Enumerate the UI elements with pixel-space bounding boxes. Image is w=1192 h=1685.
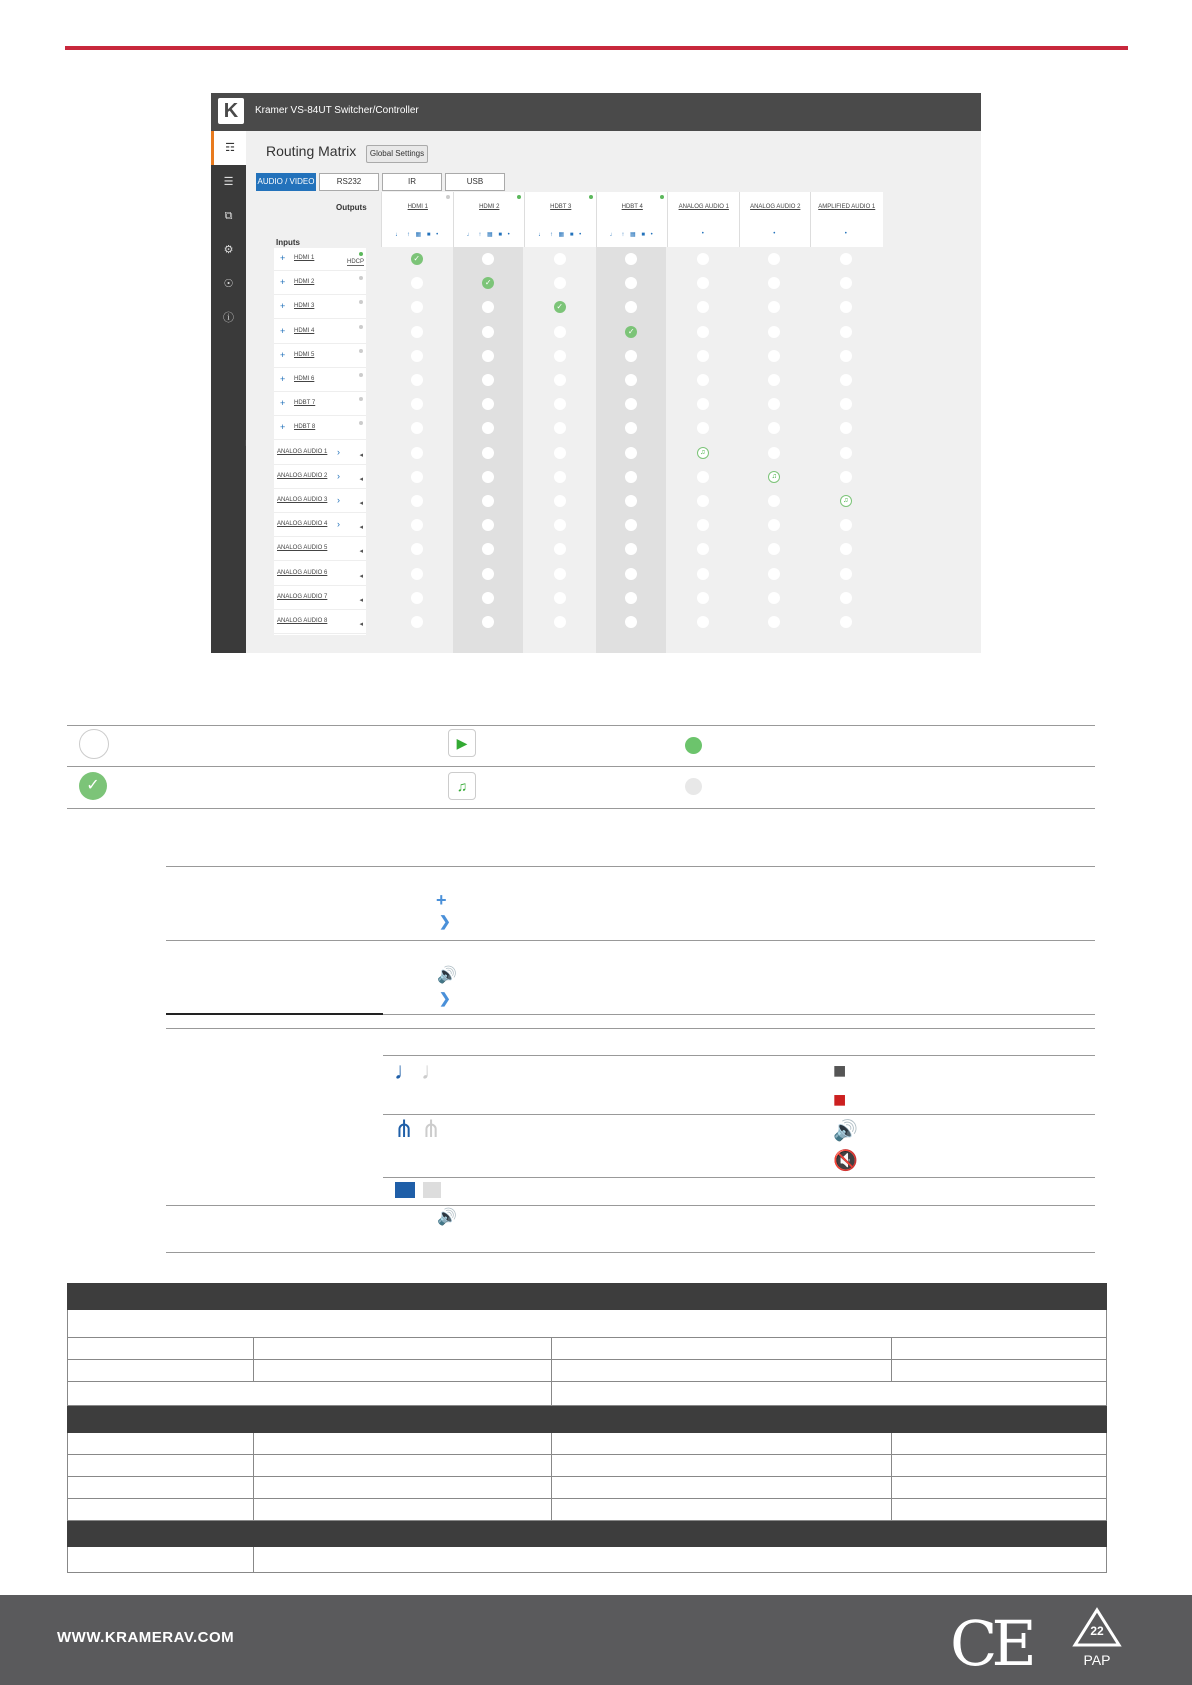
chevron-right-icon: ❯ <box>439 990 451 1006</box>
crosspoint-audio-icon[interactable]: ♫ <box>768 471 780 483</box>
crosspoint-empty[interactable] <box>768 422 780 434</box>
crosspoint-empty[interactable] <box>554 543 566 555</box>
spec-row <box>67 1338 1107 1360</box>
crosspoint-empty[interactable] <box>482 471 494 483</box>
crosspoint-empty[interactable] <box>554 398 566 410</box>
disconnected-dot-icon <box>685 778 702 795</box>
network-icon[interactable]: ☉ <box>223 278 234 290</box>
output-name[interactable]: HDMI 1 <box>407 204 428 210</box>
input-row <box>274 442 366 465</box>
output-name[interactable]: ANALOG AUDIO 1 <box>678 204 729 210</box>
crosspoint-empty[interactable] <box>411 519 423 531</box>
crosspoint-empty[interactable] <box>697 374 709 386</box>
crosspoint-empty[interactable] <box>482 447 494 459</box>
spec-row <box>67 1382 1107 1406</box>
legend-rule <box>166 940 1095 941</box>
embed-off-icon: ⋔ <box>421 1116 442 1143</box>
legend-rule <box>383 1055 1095 1056</box>
crosspoint-audio-icon[interactable]: ♫ <box>840 495 852 507</box>
page-title: Routing Matrix <box>266 143 357 159</box>
crosspoint-empty[interactable] <box>411 398 423 410</box>
crosspoint-empty[interactable] <box>411 374 423 386</box>
main-content <box>246 131 981 653</box>
legend-rule <box>166 1205 1095 1206</box>
control-icon[interactable]: ⧉ <box>224 210 233 222</box>
crosspoint-empty[interactable] <box>840 471 852 483</box>
crosspoint-empty[interactable] <box>554 374 566 386</box>
unrouted-circle-icon <box>79 729 109 759</box>
tab-ir[interactable]: IR <box>382 173 442 191</box>
routing-matrix-screenshot <box>211 93 981 653</box>
crosspoint-empty[interactable] <box>554 350 566 362</box>
output-header[interactable] <box>667 192 740 247</box>
output-name[interactable]: AMPLIFIED AUDIO 1 <box>818 204 876 210</box>
crosspoint-empty[interactable] <box>840 568 852 580</box>
crosspoint-empty[interactable] <box>697 519 709 531</box>
input-name[interactable]: HDMI 5 <box>294 351 315 358</box>
crosspoint-empty[interactable] <box>697 568 709 580</box>
crosspoint-empty[interactable] <box>411 447 423 459</box>
crosspoint-empty[interactable] <box>768 592 780 604</box>
status-dot-icon <box>660 195 664 199</box>
crosspoint-empty[interactable] <box>554 568 566 580</box>
crosspoint-empty[interactable] <box>554 519 566 531</box>
status-dot-icon <box>359 397 363 401</box>
output-name[interactable]: ANALOG AUDIO 2 <box>750 204 801 210</box>
crosspoint-empty[interactable] <box>840 519 852 531</box>
input-row <box>274 611 366 634</box>
speaker-icon[interactable]: ◂ <box>359 500 363 507</box>
status-dot-icon <box>359 300 363 304</box>
audio-mixer-icon[interactable]: ☰ <box>223 176 234 188</box>
crosspoint-empty[interactable] <box>768 398 780 410</box>
input-name[interactable]: ANALOG AUDIO 7 <box>277 593 328 600</box>
crosspoint-empty[interactable] <box>697 301 709 313</box>
output-controls-icon[interactable]: • <box>773 231 778 237</box>
recycle-code: PAP <box>1083 1652 1111 1668</box>
crosspoint-empty[interactable] <box>840 277 852 289</box>
inputs-column <box>274 248 366 635</box>
hdcp-on-icon <box>395 1182 415 1198</box>
plus-icon[interactable]: + <box>280 301 286 312</box>
audio-routed-icon: ♫ <box>448 772 476 800</box>
crosspoint-empty[interactable] <box>625 568 637 580</box>
crosspoint-empty[interactable] <box>411 592 423 604</box>
tab-audio-video[interactable]: AUDIO / VIDEO <box>256 173 316 191</box>
audio-note-on-icon: ♩ <box>394 1058 418 1085</box>
crosspoint-routed-icon[interactable]: ✓ <box>482 277 494 289</box>
chevron-right-icon[interactable]: › <box>337 446 340 457</box>
spec-row <box>67 1310 1107 1338</box>
input-name[interactable]: HDMI 2 <box>294 279 315 286</box>
input-row <box>274 248 366 271</box>
plus-icon[interactable]: + <box>280 253 286 263</box>
input-row <box>274 345 366 368</box>
crosspoint-empty[interactable] <box>554 616 566 628</box>
crosspoint-empty[interactable] <box>554 447 566 459</box>
video-off-icon: ■ <box>833 1087 847 1112</box>
hdcp-badge: HDCP <box>346 259 364 265</box>
output-controls-icon[interactable]: ♩ ↑ ▦ ■ • <box>466 232 512 238</box>
website-url[interactable]: WWW.KRAMERAV.COM <box>57 1629 235 1646</box>
status-dot-icon <box>359 373 363 377</box>
recycle-logo <box>1072 1607 1122 1667</box>
crosspoint-empty[interactable] <box>697 422 709 434</box>
input-name[interactable]: ANALOG AUDIO 3 <box>277 497 328 503</box>
output-name[interactable]: HDBT 3 <box>550 204 572 210</box>
speaker-icon[interactable]: ◂ <box>359 524 363 532</box>
chevron-right-icon[interactable]: › <box>337 519 340 530</box>
crosspoint-empty[interactable] <box>840 398 852 410</box>
status-dot-icon <box>446 195 450 199</box>
crosspoint-empty[interactable] <box>554 471 566 483</box>
header-rule <box>65 46 1128 50</box>
settings-icon[interactable]: ⚙ <box>223 244 234 256</box>
input-row <box>274 514 366 537</box>
input-row <box>274 563 366 586</box>
input-row <box>274 321 366 344</box>
input-name[interactable]: ANALOG AUDIO 6 <box>277 569 328 576</box>
crosspoint-empty[interactable] <box>768 277 780 289</box>
crosspoint-empty[interactable] <box>697 350 709 362</box>
crosspoint-empty[interactable] <box>554 253 566 265</box>
sidebar <box>211 131 246 653</box>
outputs-label: Outputs <box>336 203 367 212</box>
input-row <box>274 587 366 610</box>
crosspoint-empty[interactable] <box>554 422 566 434</box>
crosspoint-empty[interactable] <box>554 495 566 507</box>
input-name[interactable]: HDBT 8 <box>294 424 316 431</box>
crosspoint-empty[interactable] <box>840 374 852 386</box>
legend-rule <box>166 1028 1095 1029</box>
speaker-icon[interactable]: ◂ <box>359 621 363 628</box>
inputs-label: Inputs <box>276 238 300 247</box>
input-name[interactable]: ANALOG AUDIO 1 <box>277 448 328 455</box>
crosspoint-empty[interactable] <box>554 277 566 289</box>
plus-icon[interactable]: + <box>280 374 286 384</box>
audio-note-off-icon: ♩ <box>421 1058 445 1085</box>
crosspoint-empty[interactable] <box>625 447 637 459</box>
plus-icon[interactable]: + <box>280 277 286 288</box>
input-name[interactable]: ANALOG AUDIO 5 <box>277 545 328 552</box>
output-header[interactable] <box>739 192 812 247</box>
plus-icon: + <box>436 890 447 910</box>
plus-icon[interactable]: + <box>280 325 286 336</box>
output-header[interactable] <box>596 192 669 247</box>
plus-icon[interactable]: + <box>280 398 286 409</box>
input-row <box>274 466 366 489</box>
crosspoint-empty[interactable] <box>482 350 494 362</box>
crosspoint-empty[interactable] <box>411 350 423 362</box>
input-row <box>274 490 366 513</box>
legend-rule <box>383 1014 1095 1015</box>
audio-muted-icon: 🔇 <box>833 1150 858 1172</box>
spec-row <box>67 1433 1107 1455</box>
spec-row <box>67 1360 1107 1382</box>
crosspoint-empty[interactable] <box>625 592 637 604</box>
crosspoint-empty[interactable] <box>768 519 780 531</box>
crosspoint-empty[interactable] <box>768 350 780 362</box>
crosspoint-empty[interactable] <box>697 398 709 410</box>
video-routed-icon: ▶ <box>448 729 476 757</box>
crosspoint-empty[interactable] <box>768 447 780 459</box>
crosspoint-empty[interactable] <box>768 253 780 265</box>
crosspoint-empty[interactable] <box>411 616 423 628</box>
connected-dot-icon <box>685 737 702 754</box>
embed-on-icon: ⋔ <box>394 1116 415 1143</box>
legend-rule <box>383 1177 1095 1178</box>
app-title: Kramer VS-84UT Switcher/Controller <box>255 105 419 116</box>
chevron-right-icon: ❯ <box>439 913 451 929</box>
input-name[interactable]: HDMI 6 <box>294 376 315 382</box>
routed-check-icon: ✓ <box>79 772 107 800</box>
status-dot-icon <box>359 349 363 353</box>
spec-section-header <box>67 1521 1107 1547</box>
speaker-icon[interactable]: ◂ <box>359 451 363 459</box>
crosspoint-empty[interactable] <box>411 495 423 507</box>
legend-rule <box>67 725 1095 726</box>
crosspoint-empty[interactable] <box>411 422 423 434</box>
input-name[interactable]: ANALOG AUDIO 8 <box>277 618 328 624</box>
input-name[interactable]: HDMI 4 <box>294 327 315 334</box>
output-header[interactable] <box>453 192 526 247</box>
crosspoint-empty[interactable] <box>554 592 566 604</box>
output-header[interactable] <box>810 192 883 247</box>
global-settings-button[interactable]: Global Settings <box>366 145 428 163</box>
tab-usb[interactable]: USB <box>445 173 505 191</box>
input-name[interactable]: HDBT 7 <box>294 400 316 407</box>
spec-section-header <box>67 1283 1107 1310</box>
input-row <box>274 393 366 416</box>
speaker-icon[interactable]: ◂ <box>359 572 363 580</box>
spec-row <box>67 1455 1107 1477</box>
crosspoint-empty[interactable] <box>411 277 423 289</box>
crosspoint-routed-icon[interactable]: ✓ <box>554 301 566 313</box>
input-row <box>274 296 366 319</box>
legend-rule <box>166 866 1095 867</box>
crosspoint-empty[interactable] <box>840 447 852 459</box>
spec-table <box>67 1283 1107 1573</box>
output-controls-icon[interactable]: • <box>701 231 706 237</box>
speaker-icon[interactable]: ◂ <box>359 548 363 556</box>
crosspoint-empty[interactable] <box>482 326 494 338</box>
crosspoint-empty[interactable] <box>768 568 780 580</box>
kramer-logo: K <box>218 98 244 124</box>
crosspoint-empty[interactable] <box>697 277 709 289</box>
crosspoint-empty[interactable] <box>411 568 423 580</box>
input-name[interactable]: HDMI 3 <box>294 303 315 310</box>
crosspoint-empty[interactable] <box>768 616 780 628</box>
legend-rule <box>166 1252 1095 1253</box>
audio-on-icon: 🔊 <box>833 1120 858 1142</box>
speaker-icon: 🔊 <box>437 967 457 984</box>
crosspoint-empty[interactable] <box>697 326 709 338</box>
legend-rule <box>67 766 1095 767</box>
status-dot-icon <box>517 195 521 199</box>
output-controls-icon[interactable]: • <box>844 231 849 237</box>
status-dot-icon <box>359 325 363 329</box>
page-footer <box>0 1595 1192 1685</box>
spec-row <box>67 1477 1107 1499</box>
crosspoint-empty[interactable] <box>411 471 423 483</box>
plus-icon[interactable]: + <box>280 422 286 433</box>
spec-row <box>67 1547 1107 1573</box>
status-dot-icon <box>359 276 363 280</box>
spec-section-header <box>67 1406 1107 1433</box>
crosspoint-empty[interactable] <box>697 253 709 265</box>
routing-matrix <box>246 131 981 653</box>
output-name[interactable]: HDBT 4 <box>621 204 643 210</box>
crosspoint-empty[interactable] <box>840 543 852 555</box>
output-controls-icon[interactable]: ♩ ↑ ▦ ■ • <box>609 232 655 238</box>
speaker-icon: 🔊 <box>437 1209 457 1226</box>
crosspoint-audio-icon[interactable]: ♫ <box>697 447 709 459</box>
output-controls-icon[interactable]: ♩ ↑ ▦ ■ • <box>395 232 441 238</box>
input-name[interactable]: ANALOG AUDIO 2 <box>277 472 328 479</box>
status-dot-icon <box>589 195 593 199</box>
crosspoint-empty[interactable] <box>554 326 566 338</box>
ce-mark-logo: CE <box>950 1607 1031 1680</box>
recycle-number: 22 <box>1090 1624 1104 1638</box>
input-row <box>274 538 366 561</box>
crosspoint-empty[interactable] <box>840 592 852 604</box>
crosspoint-empty[interactable] <box>768 495 780 507</box>
speaker-icon[interactable]: ◂ <box>359 596 363 604</box>
legend-rule <box>67 808 1095 809</box>
crosspoint-empty[interactable] <box>697 592 709 604</box>
crosspoint-empty[interactable] <box>768 543 780 555</box>
input-row <box>274 272 366 295</box>
legend-rule <box>383 1114 1095 1115</box>
crosspoint-empty[interactable] <box>625 350 637 362</box>
status-dot-icon <box>359 252 363 256</box>
output-controls-icon[interactable]: ♩ ↑ ▦ ■ • <box>538 232 584 238</box>
input-name[interactable]: HDMI 1 <box>294 255 315 261</box>
video-on-icon: ■ <box>833 1058 847 1083</box>
crosspoint-empty[interactable] <box>625 471 637 483</box>
crosspoint-empty[interactable] <box>411 301 423 313</box>
crosspoint-empty[interactable] <box>768 374 780 386</box>
input-name[interactable]: ANALOG AUDIO 4 <box>277 521 328 528</box>
app-header <box>211 93 981 131</box>
output-header[interactable] <box>381 192 454 247</box>
crosspoint-empty[interactable] <box>411 326 423 338</box>
chevron-right-icon[interactable]: › <box>337 495 340 505</box>
hdcp-off-icon <box>423 1182 441 1198</box>
input-row <box>274 417 366 440</box>
plus-icon[interactable]: + <box>280 349 286 360</box>
crosspoint-empty[interactable] <box>697 495 709 507</box>
crosspoint-empty[interactable] <box>840 326 852 338</box>
chevron-right-icon[interactable]: › <box>337 470 340 481</box>
output-header[interactable] <box>524 192 597 247</box>
crosspoint-empty[interactable] <box>697 616 709 628</box>
output-name[interactable]: HDMI 2 <box>479 204 500 210</box>
legend-rule <box>166 1013 383 1015</box>
crosspoint-empty[interactable] <box>768 301 780 313</box>
status-dot-icon <box>359 421 363 425</box>
info-icon[interactable]: ⓘ <box>223 312 234 324</box>
crosspoint-empty[interactable] <box>840 350 852 362</box>
routing-icon[interactable]: ☶ <box>211 131 246 165</box>
crosspoint-empty[interactable] <box>482 592 494 604</box>
crosspoint-empty[interactable] <box>411 543 423 555</box>
crosspoint-empty[interactable] <box>840 301 852 313</box>
crosspoint-empty[interactable] <box>840 616 852 628</box>
crosspoint-empty[interactable] <box>482 568 494 580</box>
crosspoint-empty[interactable] <box>840 253 852 265</box>
crosspoint-empty[interactable] <box>840 422 852 434</box>
crosspoint-empty[interactable] <box>697 543 709 555</box>
crosspoint-routed-icon[interactable]: ✓ <box>625 326 637 338</box>
crosspoint-empty[interactable] <box>768 326 780 338</box>
crosspoint-empty[interactable] <box>697 471 709 483</box>
crosspoint-routed-icon[interactable]: ✓ <box>411 253 423 265</box>
input-row <box>274 369 366 392</box>
spec-row <box>67 1499 1107 1521</box>
speaker-icon[interactable]: ◂ <box>359 475 363 483</box>
tab-rs232[interactable]: RS232 <box>319 173 379 191</box>
